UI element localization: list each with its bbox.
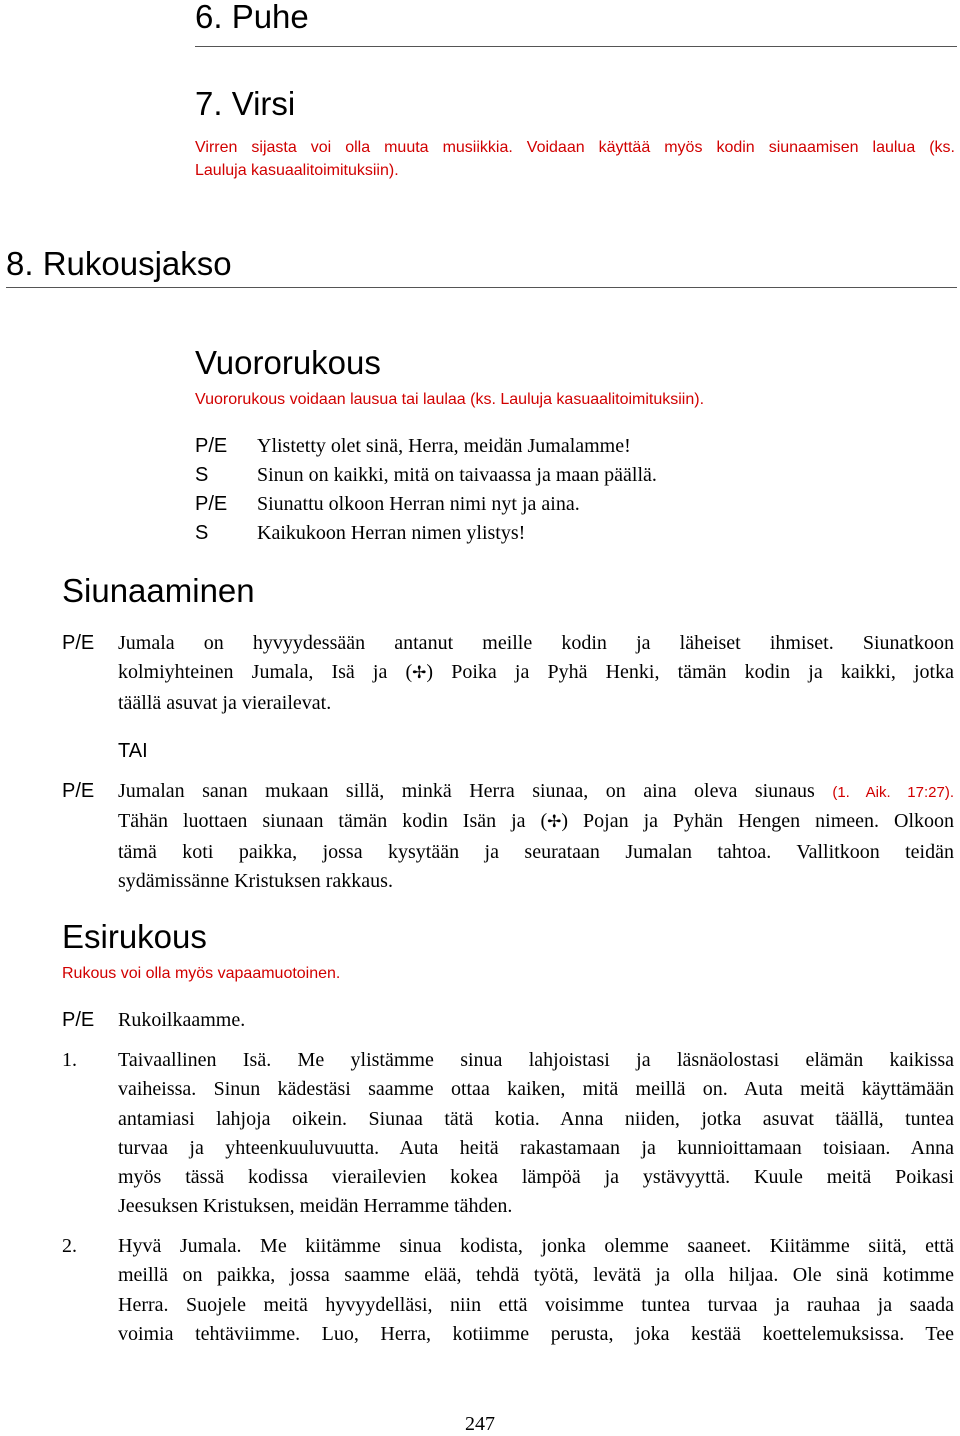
- virsi-note: [195, 136, 955, 182]
- responsory-text: Sinun on kaikki, mitä on taivaassa ja maan päällä.: [257, 464, 657, 486]
- paragraph-line: [118, 658, 954, 688]
- paragraph-text: Tähän luottaen siunaan tämän kodin Isän ja (: [118, 810, 548, 833]
- cross-icon: ✢: [547, 812, 562, 833]
- heading-rule-puhe: [195, 46, 957, 47]
- paragraph-line: Taivaallinen Isä. Me ylistämme sinua lahjoistasi ja läsnäolostasi elämän kaikissa: [118, 1049, 954, 1071]
- virsi-note-line-1: Virren sijasta voi olla muuta musiikkia. Voidaan käyttää myös kodin siunaamisen laulua (ks.: [195, 139, 955, 156]
- responsory-line: [195, 461, 795, 490]
- esirukous-note: Rukous voi olla myös vapaamuotoinen.: [62, 965, 341, 982]
- paragraph-line: Jumala on hyvyydessään antanut meille kodin ja läheiset ihmiset. Siunatkoon: [118, 632, 954, 654]
- paragraph-line: vaiheissa. Sinun kädestäsi saamme ottaa kaiken, mitä meillä on. Auta meitä käyttämään: [118, 1078, 954, 1101]
- paragraph-text: Jumalan sanan mukaan sillä, minkä Herra siunaa, on aina oleva siunaus: [118, 780, 833, 802]
- paragraph-line: meillä on paikka, jossa saamme elää, tehdä työtä, levätä ja olla hiljaa. Ole sinä kotimme: [118, 1264, 954, 1287]
- prayer-intro: Rukoilkaamme.: [118, 1009, 246, 1031]
- bible-reference: (1. Aik. 17:27).: [832, 784, 955, 801]
- page-number: 247: [465, 1413, 495, 1435]
- paragraph-line: sydämissänne Kristuksen rakkaus.: [118, 869, 393, 892]
- responsory-text: Kaikukoon Herran nimen ylistys!: [257, 522, 526, 544]
- heading-rukousjakso: 8. Rukousjakso: [6, 245, 232, 282]
- vuororukous-note: Vuororukous voidaan lausua tai laulaa (ks. Lauluja kasuaalitoimituksiin).: [195, 391, 705, 408]
- blessing-paragraph-2: [118, 777, 954, 896]
- role-label: P/E: [62, 632, 95, 654]
- paragraph-line: täällä asuvat ja vierailevat.: [118, 691, 332, 714]
- paragraph-line: antamiasi lahjoja oikein. Siunaa tätä kotia. Anna niiden, jotka asuvat täällä, tuntea: [118, 1107, 954, 1130]
- heading-rule-rukousjakso: [6, 287, 957, 288]
- paragraph-line: myös tässä kodissa vierailevien kokea lämpöä ja ystävyyttä. Kuule meitä Poikasi: [118, 1166, 954, 1189]
- prayer-number: 2.: [62, 1235, 77, 1257]
- paragraph-text: ) Poika ja Pyhä Henki, tämän kodin ja kaikki, jotka: [426, 661, 954, 684]
- heading-vuororukous: Vuororukous: [195, 344, 381, 381]
- role-label: P/E: [195, 435, 228, 457]
- heading-siunaaminen: Siunaaminen: [62, 572, 255, 609]
- role-label: S: [195, 464, 209, 486]
- role-label: S: [195, 522, 209, 544]
- responsory-text: Ylistetty olet sinä, Herra, meidän Jumalamme!: [257, 435, 631, 457]
- responsory-text: Siunattu olkoon Herran nimi nyt ja aina.: [257, 493, 580, 515]
- paragraph-line: tämä koti paikka, jossa kysytään ja seurataan Jumalan tahtoa. Vallitkoon teidän: [118, 840, 954, 863]
- prayer-number: 1.: [62, 1049, 77, 1071]
- role-label: P/E: [62, 780, 95, 802]
- prayer-2: [118, 1232, 954, 1349]
- paragraph-line: Herra. Suojele meitä hyvyydelläsi, niin että voisimme tuntea turvaa ja rauhaa ja saada: [118, 1293, 954, 1316]
- paragraph-line: voimia tehtäviimme. Luo, Herra, kotiimme perusta, joka kestää koettelemuksissa. Tee: [118, 1322, 954, 1345]
- role-label: P/E: [195, 493, 228, 515]
- paragraph-line: [118, 807, 954, 837]
- cross-icon: ✢: [412, 663, 427, 684]
- role-label: P/E: [62, 1009, 95, 1031]
- paragraph-line: Jeesuksen Kristuksen, meidän Herramme tähden.: [118, 1195, 513, 1218]
- prayer-1: [118, 1046, 954, 1222]
- paragraph-line: turvaa ja yhteenkuuluvuutta. Auta heitä rakastamaan ja kunnioittamaan toisiaan. Anna: [118, 1136, 954, 1159]
- responsory-line: [195, 519, 795, 548]
- responsory-line: [195, 490, 795, 519]
- tai-label: TAI: [118, 740, 148, 762]
- heading-esirukous: Esirukous: [62, 918, 207, 955]
- virsi-note-line-2: Lauluja kasuaalitoimituksiin).: [195, 162, 399, 179]
- paragraph-line: [118, 777, 954, 807]
- heading-puhe: 6. Puhe: [195, 0, 309, 35]
- responsory-line: [195, 432, 795, 461]
- blessing-paragraph-1: [118, 629, 954, 718]
- paragraph-text: ) Pojan ja Pyhän Hengen nimeen. Olkoon: [561, 810, 954, 833]
- heading-virsi: 7. Virsi: [195, 85, 296, 122]
- paragraph-line: Hyvä Jumala. Me kiitämme sinua kodista, jonka olemme saaneet. Kiitämme siitä, että: [118, 1235, 954, 1257]
- paragraph-text: kolmiyhteinen Jumala, Isä ja (: [118, 661, 413, 684]
